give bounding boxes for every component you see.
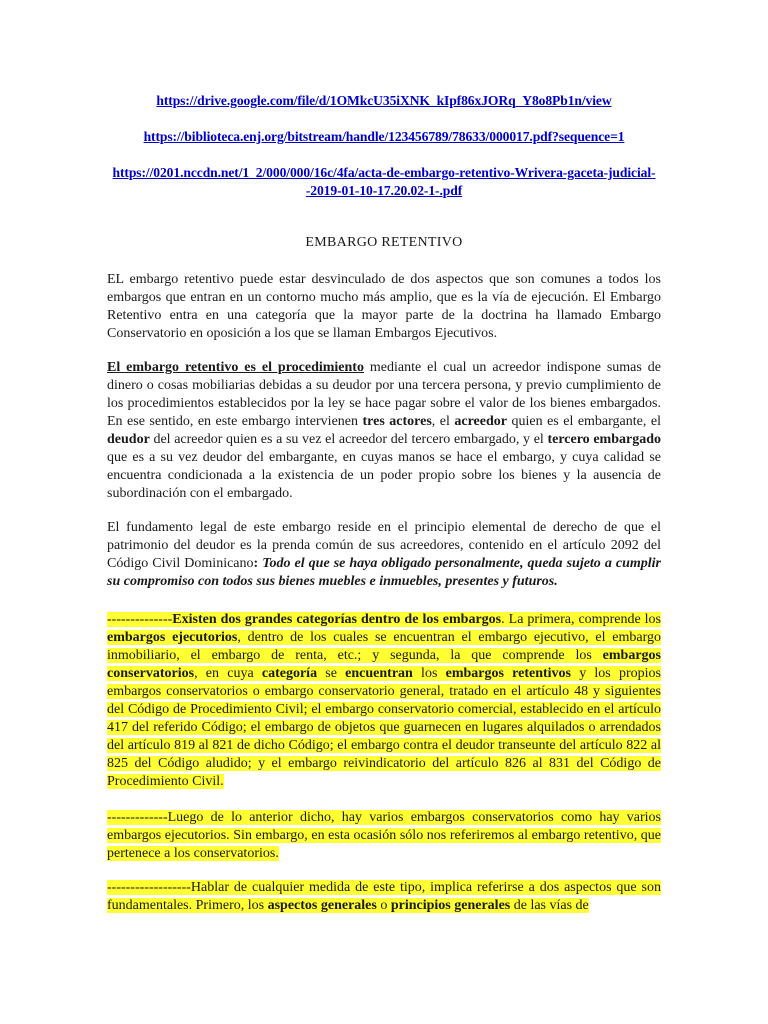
- bold-run: embargos conservatorios: [107, 648, 661, 681]
- source-link-drive[interactable]: https://drive.google.com/file/d/1OMkcU35iXNK_kIpf86xJORq_Y8o8Pb1n/view: [156, 93, 612, 108]
- text-run: que es a su vez deudor del embargante, en cuyas manos se hace el embargo, y cuya calidad se encuentra condicionada a la existencia de un poder propio sobre los bienes y la ausencia de subordinación con el embargado.: [107, 450, 661, 501]
- text-run: del acreedor quien es a su vez el acreedor del tercero embargado, y el: [149, 432, 548, 447]
- quoted-article: Todo el que se haya obligado personalmente, queda sujeto a cumplir su compromiso con todos sus bienes muebles e inmuebles, presentes y futuros.: [107, 556, 661, 589]
- bold-run: embargos retentivos: [445, 666, 571, 681]
- source-link-biblioteca[interactable]: https://biblioteca.enj.org/bitstream/handle/123456789/78633/000017.pdf?sequence=1: [143, 129, 625, 144]
- bold-run: deudor: [107, 432, 150, 447]
- source-link-acta[interactable]: https://0201.nccdn.net/1_2/000/000/16c/4fa/acta-de-embargo-retentivo-Wrivera-gaceta-judicial--2019-01-10-17.20.02-1-.pdf: [112, 165, 656, 198]
- text-run: . La primera, comprende los: [501, 612, 662, 627]
- text-run: y los propios embargos conservatorios o embargo conservatorio general, tratado en el artículo 48 y siguientes del Código de Procedimiento Civil; el embargo conservatorio comercial, establecido en el artículo 417 del referido Código; el embargo de objetos que guarnecen en lugares alquilados o arrendados del artículo 819 al 821 de dicho Código; el embargo contra el deudor transeunte del artículo 822 al 825 del Código aludido; y el embargo reivindicatorio del artículo 826 al 831 del Código de Procedimiento Civil.: [107, 666, 661, 789]
- text-run: quien es el embargante, el: [506, 414, 661, 429]
- bold-run: acreedor: [454, 414, 507, 429]
- bold-run: embargos ejecutorios: [107, 630, 238, 645]
- paragraph-aspects: [107, 879, 661, 915]
- text-run: El fundamento legal de este embargo reside en el principio elemental de derecho de que el patrimonio del deudor es la prenda común de sus acreedores, contenido en el artículo 2092 del Código Civil Dominicano: [107, 520, 661, 571]
- paragraph-categories: [107, 611, 661, 791]
- bold-run: categoría: [261, 666, 318, 681]
- highlighted-text: [107, 880, 661, 913]
- bold-run: tercero embargado: [547, 432, 661, 447]
- text-run: los: [412, 666, 446, 681]
- text-run: de las vías de: [510, 898, 589, 913]
- paragraph-definition: [107, 359, 661, 503]
- text-run: Hablar de cualquier medida de este tipo, implica referirse a dos aspectos que son fundamentales. Primero, los: [107, 880, 661, 913]
- bold-run: Existen dos grandes categorías dentro de los embargos: [172, 612, 502, 627]
- text-run: , en cuya: [194, 666, 262, 681]
- text-run: , el: [431, 414, 455, 429]
- highlighted-text: [107, 612, 661, 789]
- dash-run: -------------: [107, 810, 168, 825]
- document-title: EMBARGO RETENTIVO: [305, 235, 463, 250]
- definition-lead: El embargo retentivo es el procedimiento: [107, 360, 364, 375]
- bold-run: encuentran: [345, 666, 413, 681]
- paragraph-legal-basis: [107, 519, 661, 591]
- text-run: se: [317, 666, 346, 681]
- highlighted-text: [107, 810, 661, 861]
- bold-run: principios generales: [390, 898, 511, 913]
- bold-run: :: [253, 556, 259, 571]
- text-run: Luego de lo anterior dicho, hay varios embargos conservatorios como hay varios embargos ejecutorios. Sin embargo, en esta ocasión sólo nos referiremos al embargo retentivo, que pertenece a los conservatorios.: [107, 810, 661, 861]
- text-run: o: [376, 898, 391, 913]
- text-run: mediante el cual un acreedor indispone sumas de dinero o cosas mobiliarias debidas a su deudor por una tercera persona, y previo cumplimiento de los procedimientos establecidos por la ley se hace pagar sobre el valor de los bienes embargados. En ese sentido, en este embargo intervienen: [107, 360, 661, 429]
- bold-run: tres actores: [362, 414, 432, 429]
- dash-run: ------------------: [107, 880, 191, 895]
- text-run: , dentro de los cuales se encuentran el embargo ejecutivo, el embargo inmobiliario, el embargo de renta, etc.; y segunda, la que comprende los: [107, 630, 661, 663]
- bold-run: aspectos generales: [267, 898, 377, 913]
- paragraph-intro: EL embargo retentivo puede estar desvinculado de dos aspectos que son comunes a todos los embargos que entran en un contorno mucho más amplio, que es la vía de ejecución. El Embargo Retentivo entra en una categoría que la mayor parte de la doctrina ha llamado Embargo Conservatorio en oposición a los que se llaman Embargos Ejecutivos.: [107, 272, 661, 341]
- paragraph-conservatorios: [107, 809, 661, 863]
- dash-run: --------------: [107, 612, 173, 627]
